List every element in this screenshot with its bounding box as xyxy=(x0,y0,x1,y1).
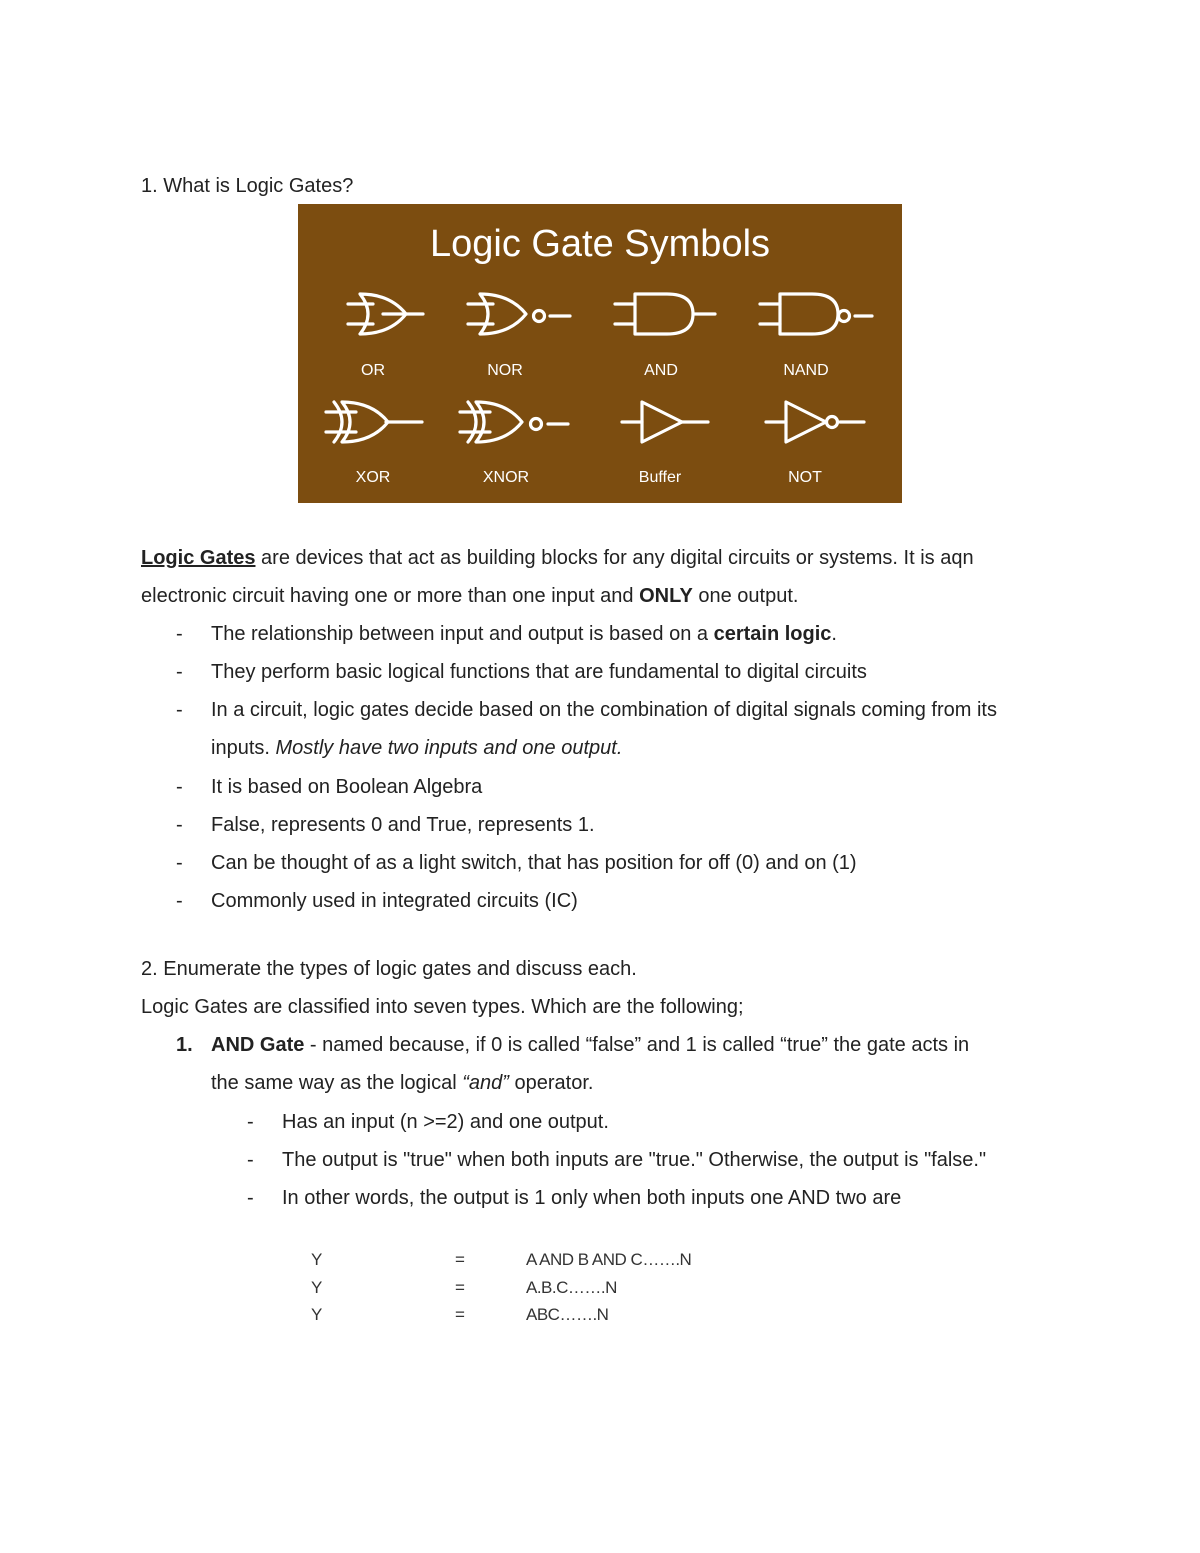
question-2-heading: 2. Enumerate the types of logic gates and discuss each. xyxy=(141,958,637,980)
bullet-4: It is based on Boolean Algebra xyxy=(211,776,483,798)
and-gate-number xyxy=(176,1033,193,1057)
gate-label-nor: NOR xyxy=(487,362,523,379)
bullet-dash: - xyxy=(176,623,183,645)
gate-label-xor: XOR xyxy=(355,469,391,486)
intro-line-2-end: one output. xyxy=(692,585,799,607)
formula-1-eq: = xyxy=(455,1250,465,1269)
formula-2-lhs: Y xyxy=(311,1278,322,1297)
bullet-dash: - xyxy=(176,661,183,683)
gate-label-xnor: XNOR xyxy=(482,469,530,486)
formula-1-rhs: A AND B AND C…….N xyxy=(526,1250,692,1269)
and-sub-bullet-3: In other words, the output is 1 only when both inputs one AND two are xyxy=(282,1187,902,1209)
gate-label-buffer: Buffer xyxy=(638,469,682,486)
bullet-1 xyxy=(211,622,837,646)
gate-label-and: AND xyxy=(644,362,678,379)
certain-logic-emphasis: certain logic xyxy=(713,623,832,645)
sub-bullet-dash: - xyxy=(247,1187,254,1209)
bullet-3-line-2 xyxy=(211,736,622,760)
and-gate-desc-line-1: - named because, if 0 is called “false” and 1 is called “true” the gate acts in xyxy=(304,1034,970,1056)
formula-2-rhs: A.B.C…….N xyxy=(526,1278,617,1297)
formula-3-eq: = xyxy=(455,1305,465,1324)
gate-label-nand: NAND xyxy=(783,362,829,379)
bullet-3-line-1: In a circuit, logic gates decide based on the combination of digital signals coming from its xyxy=(211,699,997,721)
bullet-2: They perform basic logical functions that are fundamental to digital circuits xyxy=(211,661,867,683)
bullet-dash: - xyxy=(176,814,183,836)
question-1-heading: 1. What is Logic Gates? xyxy=(141,175,354,197)
intro-line-1-rest: are devices that act as building blocks for any digital circuits or systems. It is aqn xyxy=(255,547,974,569)
and-gate-desc-line-2-end: operator. xyxy=(508,1072,594,1094)
bullet-dash: - xyxy=(176,699,183,721)
sub-bullet-dash: - xyxy=(247,1149,254,1171)
and-gate-desc-line-2: the same way as the logical xyxy=(211,1072,463,1094)
and-gate-name: AND Gate xyxy=(211,1034,305,1056)
intro-line-1 xyxy=(141,546,974,570)
bullet-dash: - xyxy=(176,852,183,874)
figure-title: Logic Gate Symbols xyxy=(429,223,771,265)
bullet-5: False, represents 0 and True, represents 1. xyxy=(211,814,595,836)
bullet-3-line-2-text: inputs. xyxy=(211,737,276,759)
gate-label-not: NOT xyxy=(788,469,822,486)
question-2-intro: Logic Gates are classified into seven types. Which are the following; xyxy=(141,996,744,1018)
formula-2-eq: = xyxy=(455,1278,465,1297)
bullet-3-italic: Mostly have two inputs and one output. xyxy=(275,737,623,759)
and-sub-bullet-1: Has an input (n >=2) and one output. xyxy=(282,1111,609,1133)
logic-gates-term: Logic Gates xyxy=(141,547,256,569)
sub-bullet-dash: - xyxy=(247,1111,254,1133)
intro-line-2 xyxy=(141,584,798,608)
and-italic: “and” xyxy=(462,1072,509,1094)
bullet-1-text: The relationship between input and output is based on a xyxy=(211,623,714,645)
and-sub-bullet-2: The output is "true" when both inputs are "true." Otherwise, the output is "false." xyxy=(282,1149,987,1171)
intro-line-2-text: electronic circuit having one or more than one input and xyxy=(141,585,640,607)
and-gate-number-text: 1. xyxy=(176,1034,193,1056)
formula-3-rhs: ABC…….N xyxy=(526,1305,609,1324)
gate-label-or: OR xyxy=(361,362,385,379)
formula-3-lhs: Y xyxy=(311,1305,322,1324)
formula-1-lhs: Y xyxy=(311,1250,322,1269)
and-gate-line-2 xyxy=(211,1071,593,1095)
bullet-6: Can be thought of as a light switch, that has position for off (0) and on (1) xyxy=(211,852,857,874)
and-gate-line-1 xyxy=(211,1033,969,1057)
logic-gate-symbols-figure xyxy=(298,204,902,503)
bullet-7: Commonly used in integrated circuits (IC) xyxy=(211,890,578,912)
bullet-dash: - xyxy=(176,776,183,798)
only-emphasis: ONLY xyxy=(639,585,693,607)
bullet-dash: - xyxy=(176,890,183,912)
bullet-1-end: . xyxy=(831,623,837,645)
